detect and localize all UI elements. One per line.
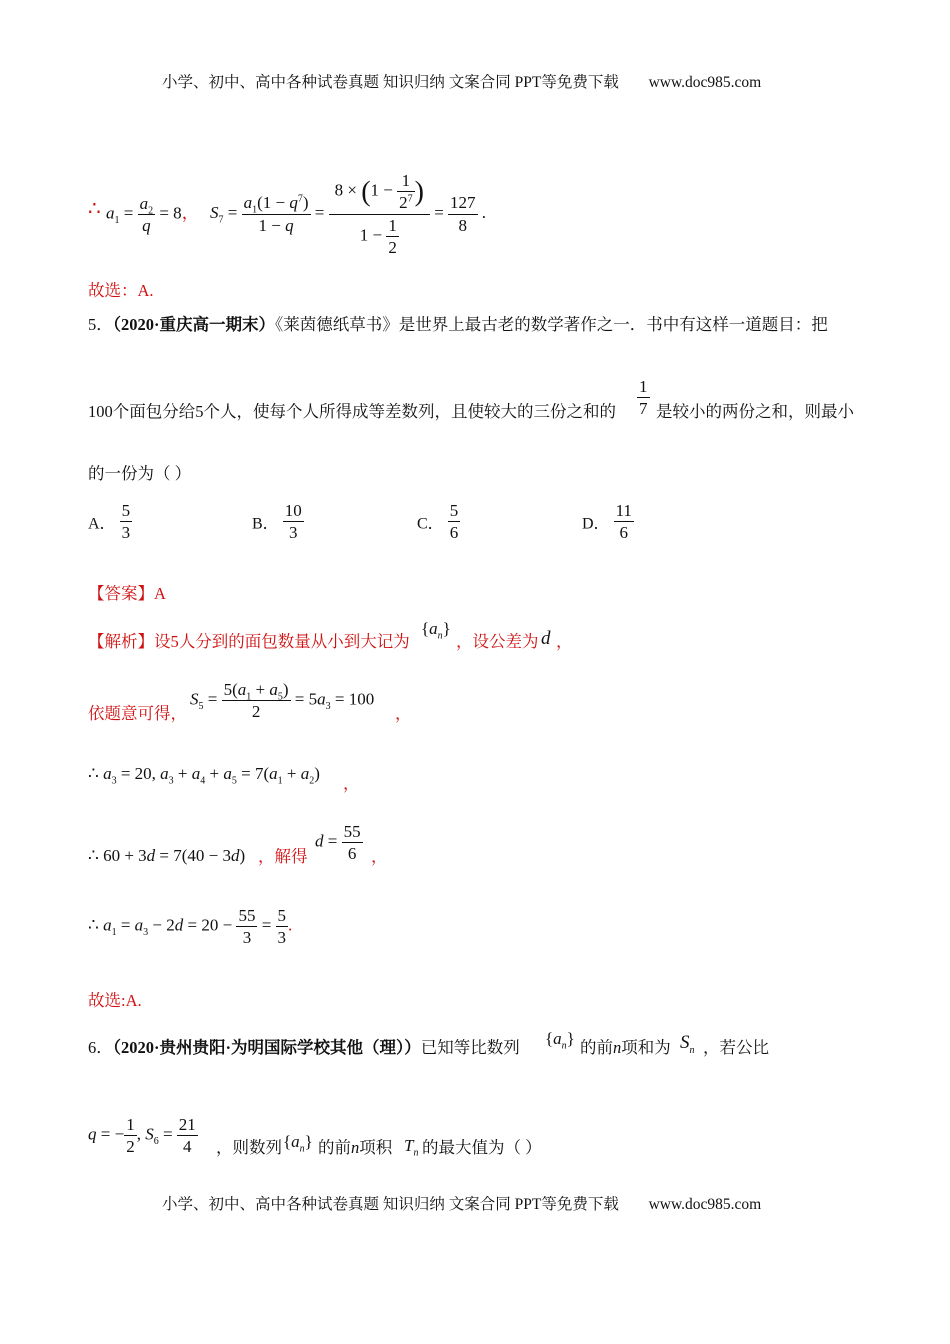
prev-eq-a1: $a_1$ = $\frac{a_2}{q}$ = 8， bbox=[106, 194, 199, 236]
q5-choice: 故选:A. bbox=[88, 991, 142, 1010]
footer-url: www.doc985.com bbox=[648, 1196, 762, 1213]
q6-line2d: 的最大值为（ ） bbox=[422, 1138, 542, 1157]
option-c[interactable]: C． $\frac{5}{6}$ bbox=[417, 501, 459, 543]
step1-eq: $S_5$ = $\frac{5(a_1 + a_5)}{2}$ = $5a_3 = 100$ bbox=[190, 680, 375, 722]
sequence-an: $\{a_n\}$ bbox=[421, 619, 451, 642]
step3-text: ，解得 bbox=[258, 847, 308, 866]
step4-eq: ∴ $a_1 = a_3 - 2d = 20$ − $\frac{55}{3}$ = $\frac{5}{3}$ . bbox=[88, 906, 293, 948]
option-d[interactable]: D． $\frac{11}{6}$ bbox=[582, 501, 632, 543]
page-footer bbox=[162, 1192, 761, 1214]
q5-answer: 【答案】A bbox=[88, 584, 166, 603]
q5-line2: 100个面包分给5个人，使每个人所得成等差数列，且使较大的三份之和的 bbox=[88, 402, 616, 421]
prev-choice: 故选：A. bbox=[88, 281, 154, 300]
q6-product-tn: $T_n$ bbox=[404, 1136, 419, 1159]
q5-line3: 的一份为（ ） bbox=[88, 464, 192, 483]
q5-analysis-line1b: ，设公差为 bbox=[456, 632, 539, 651]
step1-text: 依题意可得， bbox=[88, 704, 187, 723]
prev-therefore: ∴ bbox=[88, 198, 101, 220]
option-a[interactable]: A． $\frac{5}{3}$ bbox=[88, 501, 131, 543]
q5-fraction-1-7: $\frac{1}{7}$ bbox=[639, 377, 648, 419]
step3-solution: d = $\frac{55}{6}$ bbox=[315, 822, 361, 864]
q5-line1: 5．（2020·重庆高一期末）《莱茵德纸草书》是世界上最古老的数学著作之一．书中有这样一道题目：把 bbox=[88, 315, 828, 334]
q6-sequence-an-2: $\{a_n\}$ bbox=[283, 1132, 313, 1155]
header-url: www.doc985.com bbox=[648, 74, 762, 91]
footer-text: 小学、初中、高中各种试卷真题 知识归纳 文案合同 PPT等免费下载 bbox=[162, 1196, 619, 1213]
step1-end: ， bbox=[395, 704, 412, 723]
q6-sum-sn: $S_n$ bbox=[680, 1032, 695, 1056]
page-header bbox=[162, 70, 761, 92]
q6-line1d: ，若公比 bbox=[703, 1038, 769, 1057]
q5-analysis-line1: 【解析】设5人分到的面包数量从小到大记为 bbox=[88, 632, 410, 651]
prev-eq-s7: $S_7$ = $\frac{a_1(1 - q^7)}{1 - q}$ = 8 × (1 − $\frac{1}{2^7}$ ) 1 − $\frac{1}{2}$ = $\frac{127}{8}$ . bbox=[210, 171, 487, 257]
step3-end: ， bbox=[371, 847, 388, 866]
header-text: 小学、初中、高中各种试卷真题 知识归纳 文案合同 PPT等免费下载 bbox=[162, 74, 619, 91]
q6-condition: q = − $\frac{1}{2}$ , $S_6$ = $\frac{21}{4}$ bbox=[88, 1115, 196, 1157]
step3-eq: ∴ 60 + 3d = 7(40 − 3d) bbox=[88, 846, 246, 865]
q5-analysis-line1c: ， bbox=[556, 632, 573, 651]
option-b[interactable]: B． $\frac{10}{3}$ bbox=[252, 501, 302, 543]
q6-line2b: 的前n项积 bbox=[318, 1138, 393, 1157]
q6-line1b: 的前n项和为 bbox=[580, 1038, 671, 1057]
step2-eq: ∴ $a_3 = 20$, $a_3 + a_4 + a_5 = 7(a_1 + a_2)$ bbox=[88, 764, 320, 787]
q6-line2a: ，则数列 bbox=[216, 1138, 282, 1157]
q6-line1: 6．（2020·贵州贵阳·为明国际学校其他（理））已知等比数列 bbox=[88, 1038, 520, 1057]
common-diff-d: d bbox=[541, 628, 551, 649]
step2-end: ， bbox=[343, 774, 360, 793]
q5-line2b: 是较小的两份之和，则最小 bbox=[656, 402, 854, 421]
q6-sequence-an: $\{a_n\}$ bbox=[545, 1029, 575, 1052]
